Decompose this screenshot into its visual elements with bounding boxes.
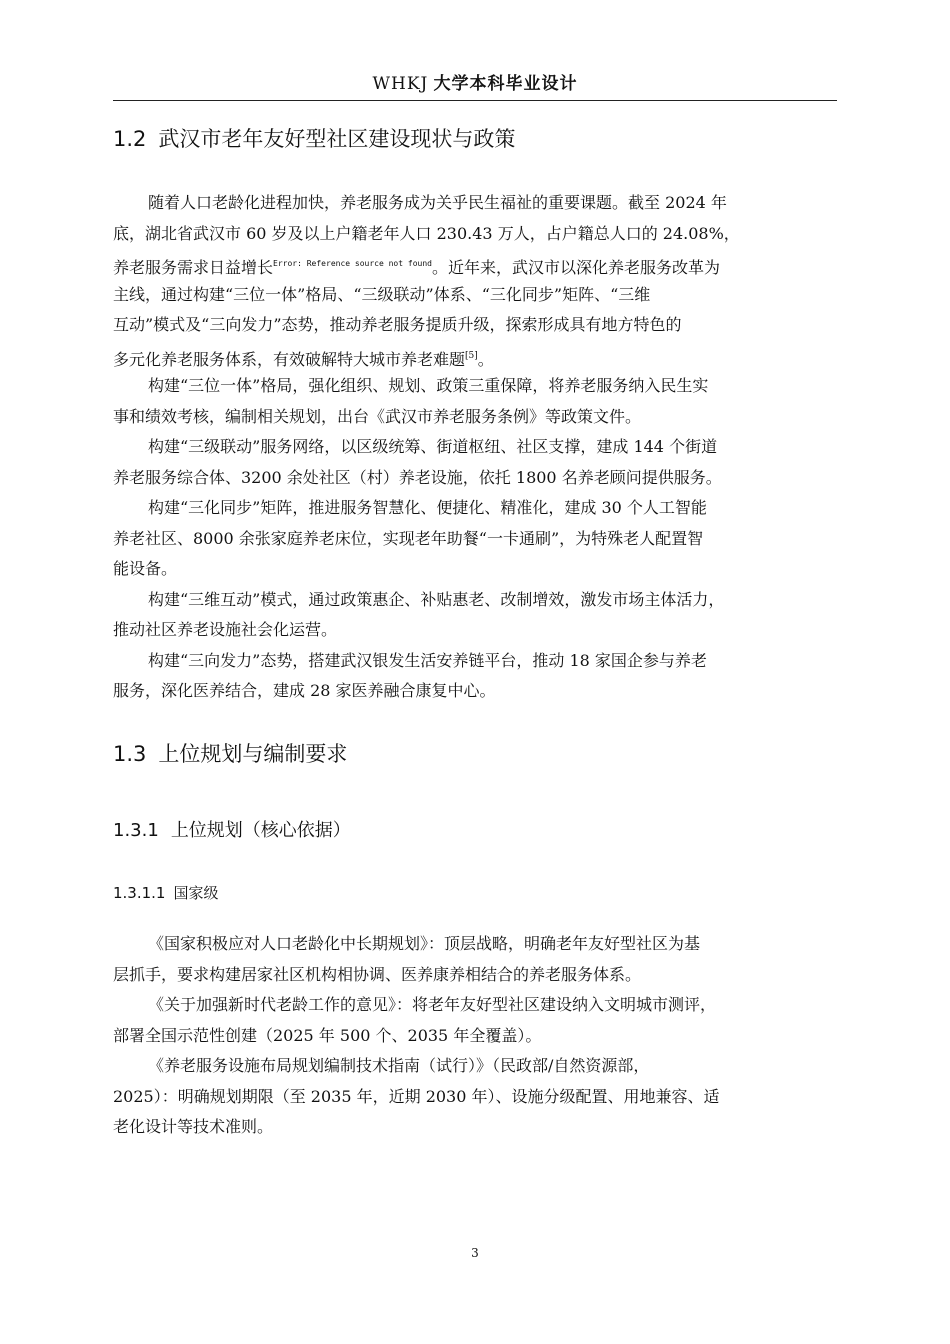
text-line: 底，湖北省武汉市 60 岁及以上户籍老年人口 230.43 万人，占户籍总人口的 24.08%，: [113, 223, 740, 243]
section-heading-1-2: [113, 125, 515, 153]
text-run: 多元化养老服务体系，有效破解特大城市养老难题: [113, 349, 466, 369]
text-line: 养老社区、8000 余张家庭养老床位，实现老年助餐“一卡通刷”，为特殊老人配置智: [113, 528, 704, 548]
text-run: 。: [477, 349, 494, 369]
text-line: 《养老服务设施布局规划编制技术指南（试行）》（民政部/自然资源部，: [148, 1056, 650, 1075]
text-line: 《国家积极应对人口老龄化中长期规划》：顶层战略，明确老年友好型社区为基: [148, 934, 701, 953]
text-line: 构建“三级联动”服务网络，以区级统筹、街道枢纽、社区支撑，建成 144 个街道: [148, 437, 718, 456]
text-line: 构建“三化同步”矩阵，推进服务智慧化、便捷化、精准化，建成 30 个人工智能: [148, 498, 707, 517]
text-line: 主线，通过构建“三位一体”格局、“三级联动”体系、“三化同步”矩阵、“三维: [113, 284, 651, 304]
text-line: 随着人口老龄化进程加快，养老服务成为关乎民生福祉的重要课题。截至 2024 年: [148, 193, 727, 212]
text-line: 2025）：明确规划期限（至 2035 年，近期 2030 年）、设施分级配置、用地兼容、适: [113, 1086, 720, 1106]
text-line: 层抓手，要求构建居家社区机构相协调、医养康养相结合的养老服务体系。: [113, 964, 642, 984]
text-line: 能设备。: [113, 559, 178, 578]
text-line: 构建“三维互动”模式，通过政策惠企、补贴惠老、改制增效，激发市场主体活力，: [148, 589, 725, 609]
citation-marker: [5]: [465, 350, 478, 361]
text-line: 互动”模式及“三向发力”态势，推动养老服务提质升级，探索形成具有地方特色的: [113, 315, 682, 334]
section-number: 1.3.1: [113, 820, 159, 841]
text-line: 事和绩效考核，编制相关规划，出台《武汉市养老服务条例》等政策文件。: [113, 406, 642, 426]
section-heading-1-3: [113, 740, 347, 768]
page-header: [113, 70, 837, 101]
text-line: 《关于加强新时代老龄工作的意见》：将老年友好型社区建设纳入文明城市测评，: [148, 995, 717, 1014]
text-line: [113, 249, 858, 280]
page-number: 3: [471, 1246, 479, 1260]
text-line: 养老服务综合体、3200 余处社区（村）养老设施，依托 1800 名养老顾问提供服务。: [113, 467, 722, 487]
section-title: 武汉市老年友好型社区建设现状与政策: [158, 127, 516, 151]
text-line: 部署全国示范性创建（2025 年 500 个、2035 年全覆盖）。: [113, 1025, 542, 1045]
section-title: 上位规划与编制要求: [158, 742, 348, 766]
header-title: 大学本科毕业设计: [433, 74, 578, 94]
text-line: 构建“三位一体”格局，强化组织、规划、政策三重保障，将养老服务纳入民生实: [148, 376, 709, 395]
paragraph-national-plans: [113, 929, 858, 1143]
section-heading-1-3-1-1: [113, 882, 219, 904]
section-number: 1.3: [113, 742, 147, 766]
text-line: 推动社区养老设施社会化运营。: [113, 620, 338, 639]
text-run: 。近年来，武汉市以深化养老服务改革为: [431, 258, 720, 277]
paragraph-intro: [113, 188, 858, 707]
text-line: [113, 341, 858, 372]
header-code: WHKJ: [372, 74, 429, 94]
reference-error: Error: Reference source not found: [273, 259, 432, 268]
section-number: 1.3.1.1: [113, 884, 166, 902]
text-line: 服务，深化医养结合，建成 28 家医养融合康复中心。: [113, 681, 496, 700]
text-line: 老化设计等技术准则。: [113, 1117, 274, 1136]
text-line: 构建“三向发力”态势，搭建武汉银发生活安养链平台，推动 18 家国企参与养老: [148, 650, 707, 670]
section-title: 国家级: [173, 884, 219, 902]
text-run: 养老服务需求日益增长: [113, 258, 274, 277]
section-number: 1.2: [113, 127, 147, 151]
section-title: 上位规划（核心依据）: [170, 820, 351, 841]
section-heading-1-3-1: [113, 818, 351, 844]
